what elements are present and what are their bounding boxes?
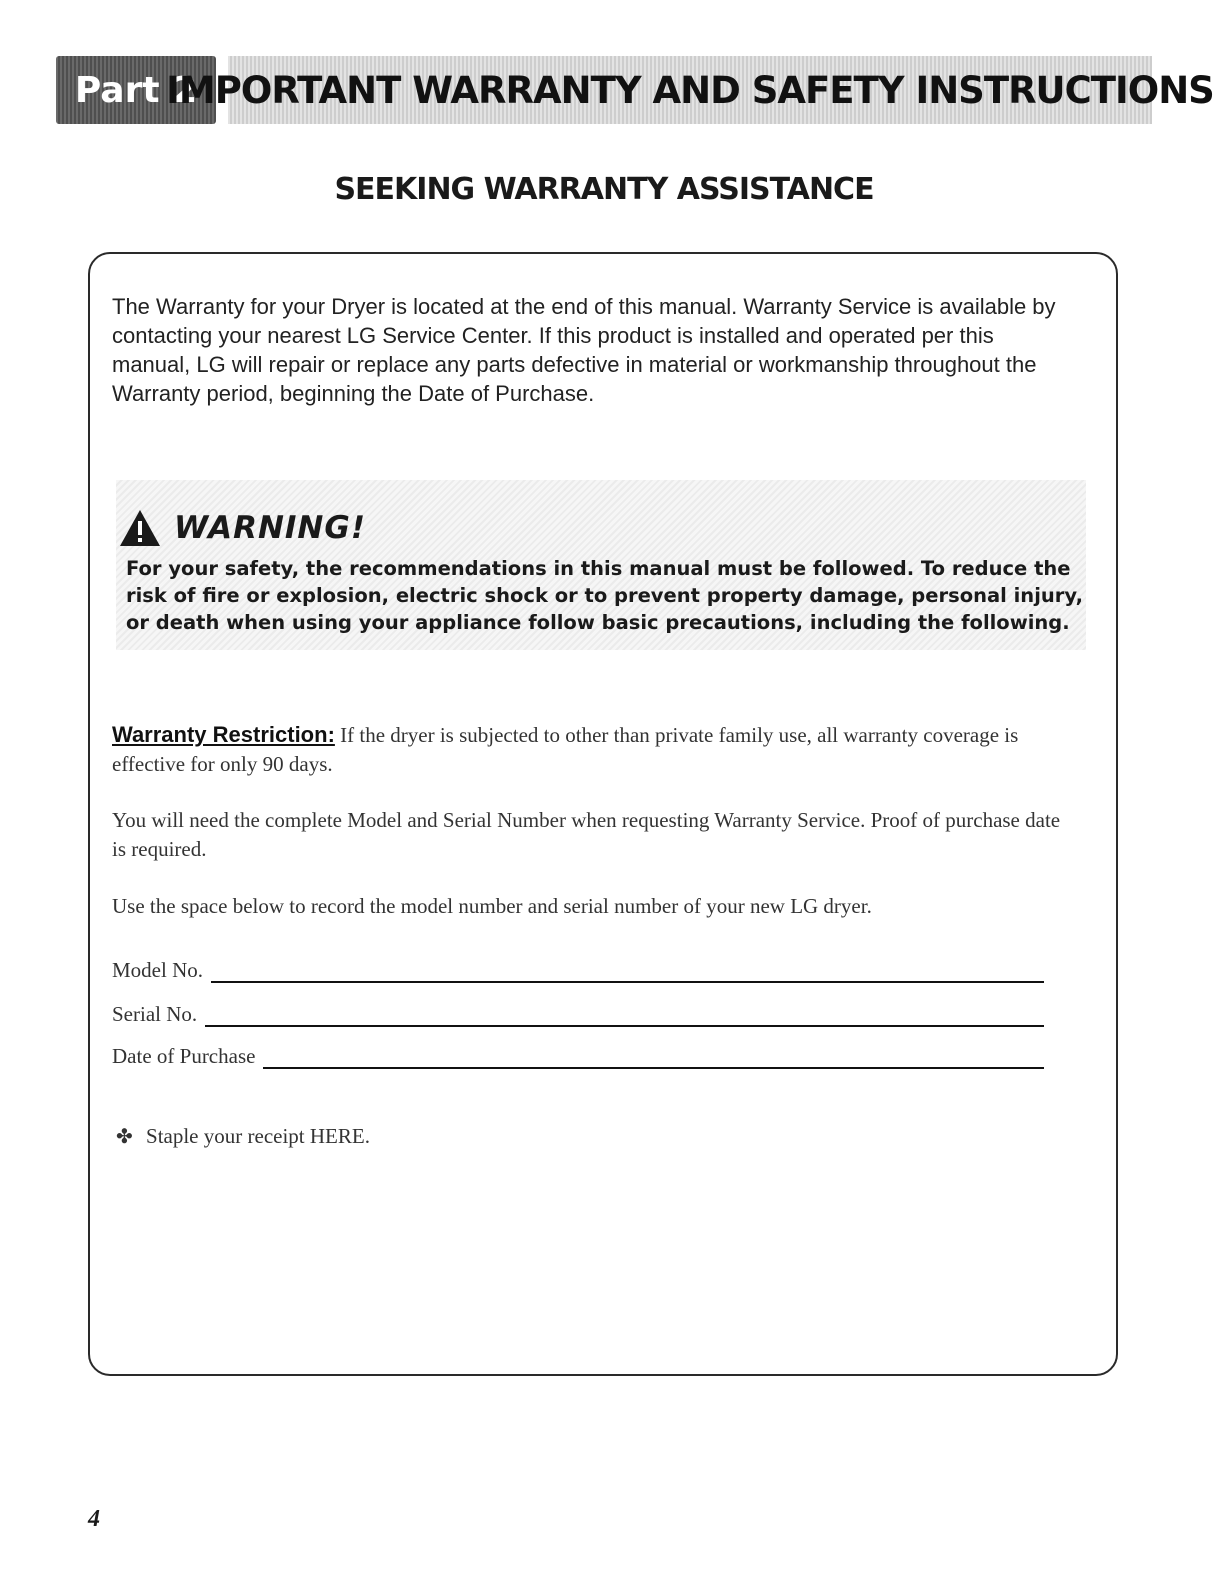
asterisk-icon: ✤ (116, 1126, 133, 1148)
serial-number-label: Serial No. (112, 1002, 198, 1026)
warning-title: WARNING! (174, 510, 366, 546)
record-paragraph: Use the space below to record the model number and serial number of your new LG dryer. (112, 894, 872, 918)
date-of-purchase-label: Date of Purchase (112, 1044, 256, 1068)
part-label: Part 2 (74, 69, 198, 111)
page-number: 4 (88, 1506, 100, 1532)
staple-note (116, 1124, 370, 1149)
warning-heading (118, 508, 366, 548)
date-of-purchase-line (263, 1045, 1044, 1069)
warning-triangle-icon (118, 508, 162, 548)
model-number-label: Model No. (112, 958, 203, 982)
staple-text: Staple your receipt HERE. (146, 1124, 370, 1148)
model-serial-paragraph: You will need the complete Model and Serial Number when requesting Warranty Service. Proof of purchase date is required. (112, 808, 1061, 861)
warning-text: For your safety, the recommendations in this manual must be followed. To reduce the risk of fire or explosion, electric shock or to prevent property damage, personal injury, or death when using your appliance follow basic precautions, including the following. (126, 557, 1083, 634)
serial-number-row (112, 1002, 1044, 1027)
header-title-bar (166, 56, 1214, 124)
date-of-purchase-row (112, 1044, 1044, 1069)
warranty-restriction (112, 720, 1052, 779)
model-number-line (211, 959, 1044, 983)
restriction-label: Warranty Restriction: (112, 722, 335, 747)
page-title: IMPORTANT WARRANTY AND SAFETY INSTRUCTIONS (166, 68, 1214, 112)
section-heading: SEEKING WARRANTY ASSISTANCE (334, 172, 874, 207)
model-number-row (112, 958, 1044, 983)
serial-number-line (205, 1003, 1044, 1027)
intro-paragraph: The Warranty for your Dryer is located at the end of this manual. Warranty Service is available by contacting your nearest LG Service Center. If this product is installed and operated per this manual, LG will repair or replace any parts defective in material or workmanship throughout the Warranty period, beginning the Date of Purchase. (112, 294, 1056, 406)
restriction-text: If the dryer is subjected to other than private family use, all warranty coverage is effective for only 90 days. (112, 723, 1019, 776)
